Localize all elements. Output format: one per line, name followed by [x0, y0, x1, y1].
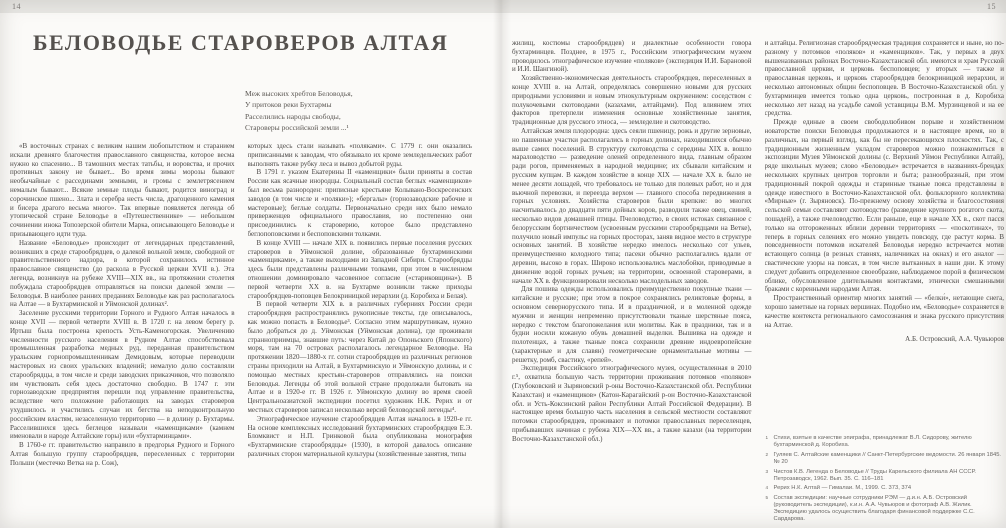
footnote: [765, 469, 1005, 483]
footnote-number: 2: [765, 451, 769, 457]
right-page-column-1: [512, 39, 752, 526]
body-paragraph: Этнографическое изучение старообрядцев Алтая началось в 1920-е гг. На основе комплексных исследований бухтарминских старообрядцев Е.Э. Бломквист и Н.П. Гринковой была опубликована монография «Бухтарминские старообрядцы» (1930), в которой давалось описание различных сторон материальной культуры (хозяйственные занятия, типы: [247, 414, 472, 458]
footnotes-list: [765, 435, 1005, 526]
left-page-body: [10, 142, 472, 526]
footnote-text: Рерих Н.К. Алтай — Гималаи. М., 1999. С. 373, 374: [773, 485, 912, 492]
spine-gutter-shadow: [493, 0, 511, 528]
footnote: [765, 485, 1005, 492]
right-page-body: [512, 39, 1004, 526]
footnote-text: Чистов К.В. Легенда о Беловодье // Труды Карельского филиала АН СССР. Петрозаводск, 1962. Вып. 35. С. 116–181: [773, 468, 976, 482]
scan-top-margin: [0, 0, 1006, 13]
footnote-text: Гуляев С. Алтайские каменщики // Санкт-Петербургские ведомости. 26 января 1845. № 20: [773, 451, 1002, 465]
body-paragraph: «В восточных странах с великим нашим любопытством и старанием искали древняго благочестия православного священства, которое весма нужно ко спасению... В тамошних местах татьбы, и воровства, и прочих противных закону не бывает... Во время зимы морозы бывают необычайные с рассединами земными, и громы с землетрясением немалым бывают... Всякие земные плоды бывают, родится виноград и сорочинское пшено... Злата и серебра несть числа, драгоценного камения и бисера драгого весьма много». Так впервые появляется легенда об утопической стране Беловодье в «Путешественнике» — небольшом сочинении инока Топозерской обители Марка, описывающего Беловодье и призывающего идти туда.: [10, 142, 235, 238]
footnote: [765, 495, 1005, 523]
epigraph-line: Староверы российской земли ...¹: [245, 123, 349, 133]
body-paragraph: Для пошива одежды использовались преимущественно покупные ткани — китайские и русские; при этом в покрое сохранялись реликтовые формы, в основном севернорусского типа. И в праздничной, и в моленной одежде мужчин и женщин непременно присутствовали тканые шерстяные пояса, нередко с текстом благопожелания или молитвы. Как в праздники, так и в будни носили кожаную обувь домашней выделки. Вышивка на одежде и полотенцах, а также тканые пояса сохранили древние индоевропейские (характерные и для славян) геометрические орнаментальные мотивы — решетку, ромб, свастику, «репей».: [512, 285, 752, 364]
footnote: [765, 435, 1005, 449]
body-paragraph: Хозяйственно-экономическая деятельность старообрядцев, переселенных в конце XVIII в. на Алтай, определялась совершенно новыми для русских природными условиями и новым этнокультурным окружением: соседством с полукочевыми скотоводами (казахами, алтайцами). Под влиянием этих факторов претерпели изменения основные хозяйственные занятия, традиционные для русского этноса, — земледелие и скотоводство.: [512, 74, 752, 127]
footnote-text: Стихи, взятые в качестве эпиграфа, принадлежат В.Л. Сидорову, жителю бухтарминской д. Коробиха.: [773, 435, 972, 449]
right-page-column-2: [765, 39, 1005, 526]
body-paragraph: Заселение русскими территории Горного и Рудного Алтая началось в конце XVII — первой четверти XVIII в. В 1720 г. на левом берегу р. Иртыш была построена крепость Усть-Каменогорская. Увеличению численности русского населения в Рудном Алтае способствовала промышленная разработка медных руд, переданная правительством уральским горнопромышленникам Демидовым, которые переводили мастеровых из своих уральских владений; немалую долю составляли старообрядцы, в том числе и среди заводских приказчиков, что позволяло им чувствовать себя здесь достаточно свободно. В 1747 г. эти горнозаводские предприятия перешли под управление правительства, вследствие чего положение работающих на заводах староверов ухудшилось и участились случаи их бегства на неподконтрольную российским властям, незаселенную территорию — в долину р. Бухтармы. Расселившихся здесь беглецов называли «каменщиками» (камнем именовали в народе Алтайские горы) или «бухтарминцами».: [10, 309, 235, 441]
epigraph-line: Расселились народы свободы,: [245, 111, 341, 121]
left-page-column-1: [10, 142, 235, 526]
footnote-number: 1: [765, 435, 769, 440]
body-paragraph: В 1760-е гг. правительство направило в предгорья Рудного и Горного Алтая большую группу старообрядцев, переселенных с территории Польши (местечко Ветка на р. Сож),: [10, 441, 235, 467]
body-paragraph: В 1791 г. указом Екатерины II «каменщики» были приняты в состав России как ясачные инородцы. Социальный состав беглых «каменщиков» был весьма разнороден: приписные крестьяне Колывано-Воскресенских заводов (в том числе и «поляки»); «бергалы» (горнозаводские рабочие и мастеровые); беглые солдаты. Первоначально среди них было немало приверженцев официального православия, но постепенно они присоединились к староверию, которое было представлено беглопоповскими и беспоповскими толками.: [247, 168, 472, 238]
body-paragraph: жилищ, костюмы старообрядцев) и диалектные особенности говора бухтарминцев. Позднее, в 1975 г., Российским этнографическим музеем проводилось этнографическое изучение «поляков» (экспедиция И.И. Барановой и И.И. Шангиной).: [512, 39, 752, 74]
body-paragraph: В конце XVIII — начале XIX в. появились первые поселения русских староверов в Уймонской долине, образованные бухтарминскими «каменщиками», а также выходцами из Западной Сибири. Старообрядцы здесь были представлены различными толками, при этом в численном отношении доминировало часовенное согласие («стариковщина»). В первой четверти XX в. на Бухтарме возникли также приходы старообрядцев-поповцев Белокриницкой иерархии (д. Коробиха и Белая).: [247, 238, 472, 300]
body-paragraph: и алтайцы. Религиозная старообрядческая традиция сохраняется и ныне, но по-разному у потомков «поляков» и «каменщиков». Так, у первых в двух вышеназванных районах Восточно-Казахстанской обл. имеются и храм Русской православной церкви, и церковь беспоповцев; у вторых — также и православная церковь, и церковь старообрядцев белокриницкой иерархии, и несколько автономных общин беспоповцев. В Восточно-Казахстанской обл. у бухтарминцев имеется только одна церковь, построенная в д. Коробиха несколько лет назад на усадьбе самой уставщицы В.М. Мурзинцевой и на ее средства.: [764, 39, 1004, 118]
body-paragraph: Прежде единые в своем свободолюбивом порыве и хозяйственном новаторстве поиски Беловодья продолжаются и в настоящее время, но в различных, на первый взгляд, как бы не пересекающихся плоскостях. Так, с традиционным жизненным укладом староверов можно познакомиться в экспозиции Музея Уймонской долины (с. Верхний Уймон Республики Алтай), ряде школьных музеев; слово «Беловодье» встречается в названиях-брендах нескольких крупных центров торговли и быта; разнообразный, при этом традиционный покрой одежды и старинные тканые пояса представлены в одежде известного в Восточно-Казахстанской обл. фольклорного коллектива «Мирные» (г. Зыряновск). По-прежнему основу хозяйства и благосостояния сельской семьи составляют скотоводство (разведение крупного рогатого скота, лошадей), а также пчеловодство. Если раньше, еще в начале XX в., скот пасся только на отгороженных вблизи деревни территориях — «поскотинах», то теперь в горных селениях его можно увидеть повсюду, где растут корма. В повседневности потомков искателей Беловодья нередко встречается мотив встающего солнца (в резных ставнях, наличниках на окнах) и его аналог — свастические узоры на поясах, в том числе вытканных в наши дни. К этому следует добавить определенное своеобразие, наблюдаемое порой в физическом облике, обусловленное длительными контактами, этнически смешанными браками с коренными народами Алтая.: [764, 118, 1004, 294]
right-page-column-2-text: [765, 39, 1005, 344]
epigraph: [245, 88, 353, 134]
body-paragraph: Название «Беловодье» происходит от легендарных представлений, возникших в среде старообрядцев, о далекой вольной земле, свободной от правительственного надзора, в которой сохранилось истинное православное священство (до раскола в Русской церкви XVII в.). Эта легенда, возникнув на рубеже XVIII—XIX вв., на протяжении столетия побуждала старообрядцев отправляться на поиски далекой земли — Беловодья. В наиболее ранних преданиях Беловодье как раз располагалось на Алтае — в Бухтарминской и Уймонской долинах².: [10, 238, 235, 309]
footnote-number: 5: [765, 495, 769, 501]
body-paragraph: которых здесь стали называть «поляками». С 1779 г. они оказались приписанными к заводам, что обязывало их кроме земледельческих работ выполнять также рубку леса и вывоз добытой руды.: [247, 142, 472, 168]
footnote: [765, 452, 1005, 466]
body-paragraph: Алтайская земля плодородна: здесь сеяли пшеницу, рожь и другие зерновые, но пашенные участки располагались в горных долинах, находившихся обычно выше самих поселений. В структуру скотоводства с середины XIX в. вошло мараловодство — разведение оленей определенного вида, главным образом ради рогов, применяемых в народной медицине; их сбывали китайским и русским купцам. В каждом хозяйстве в конце XIX — начале XX в. было не менее десяти лошадей, что требовалось не только для полевых работ, но и для вьючной перевозки, и переезда верхом — главного способа передвижения в горных условиях. Хозяйства староверов были крепкие: во многих насчитывалось до двадцати пяти дойных коров, разводили также овец, свиней, несколько видов домашней птицы. Пчеловодство, в своих истоках связанное с белорусским бортничеством (усвоенным русскими старообрядцами на Ветке), получило новый импульс на горных просторах, заняв видное место в структуре основных занятий. В хозяйстве нередко имелось несколько сот ульев, преимущественно колодного типа; пасеки обычно располагались вдали от деревни, высоко в горах. Широко использовались маслобойки, приводимые в движение водой горных ручьев; на территории, освоенной староверами, в начале XX в. функционировали несколько маслодельных заводов.: [512, 126, 752, 285]
body-paragraph: Экспедиция Российского этнографического музея, осуществленная в 2010 г.⁵, охватила большую часть территории проживания потомков «поляков» (Глубоковский и Зыряновский р-оны Восточно-Казахстанской обл. Республики Казахстан) и «каменщиков» (Катон-Карагайский р-он Восточно-Казахстанской обл. и Усть-Коксинский район Республики Алтай Российской Федерации). В настоящее время большую часть населения в сельской местности составляют потомки старообрядцев, проживают и потомки православных переселенцев, прибывавших начиная с рубежа XIX—XX вв., а также казахи (на территории Восточно-Казахстанской обл.): [512, 364, 752, 443]
left-page-column-2: [248, 142, 473, 526]
footnote-text: Состав экспедиции: научные сотрудники РЭМ — д.и.н. А.Б. Островский (руководитель экспедиции), к.и.н. А.А. Чувьюров и фотограф А.В. Жилик. Экспедицию удалось осуществить благодаря финансовой поддержке С.С. Сардарова.: [773, 495, 975, 523]
footnote-number: 3: [765, 468, 769, 474]
body-paragraph: Пространственный ориентир многих занятий — «белки́», нетающие снега, хорошо заметные на горных вершинах. Подобно им, «Беловодье» сохраняется в качестве контекста регионального самосознания и знака русского присутствия на Алтае.: [764, 294, 1004, 329]
page-number-left: 14: [12, 2, 21, 11]
body-paragraph: В первой четверти XIX в. в различных губерниях России среди старообрядцев распространялись рукописные тексты, где описывалось, как можно попасть в Беловодье³. Согласно этим маршрутникам, нужно было добраться до д. Уймонская (Уймонская долина), где проживали странноприимцы, знавшие путь: через Китай до Опоньского (Японского) моря, там на 70 островах располагалось легендарное Беловодье. На протяжении 1820—1880-х гг. сотни старообрядцев из различных регионов страны приходили на Алтай, в Бухтарминскую и Уймонскую долины, и с помощью местных крестьян-староверов отправлялись на поиски Беловодья. Легенды об этой вольной стране продолжали бытовать на Алтае и в 1920-е гг. В 1926 г. Уймонскую долину во время своей Центральноазиатской экспедиции посетил художник Н.К. Рерих и от местных староверов записал несколько версий беловодской легенды⁴.: [247, 300, 472, 414]
epigraph-line: У притоков реки Бухтармы: [245, 100, 332, 110]
footnote-number: 4: [765, 485, 769, 491]
page-number-right: 15: [987, 2, 996, 11]
epigraph-line: Меж высоких хребтов Беловодья,: [245, 89, 353, 98]
authors-signature: А.Б. Островский, А.А. Чувьюров: [905, 335, 1004, 344]
article-title: БЕЛОВОДЬЕ СТАРОВЕРОВ АЛТАЯ: [33, 30, 449, 55]
